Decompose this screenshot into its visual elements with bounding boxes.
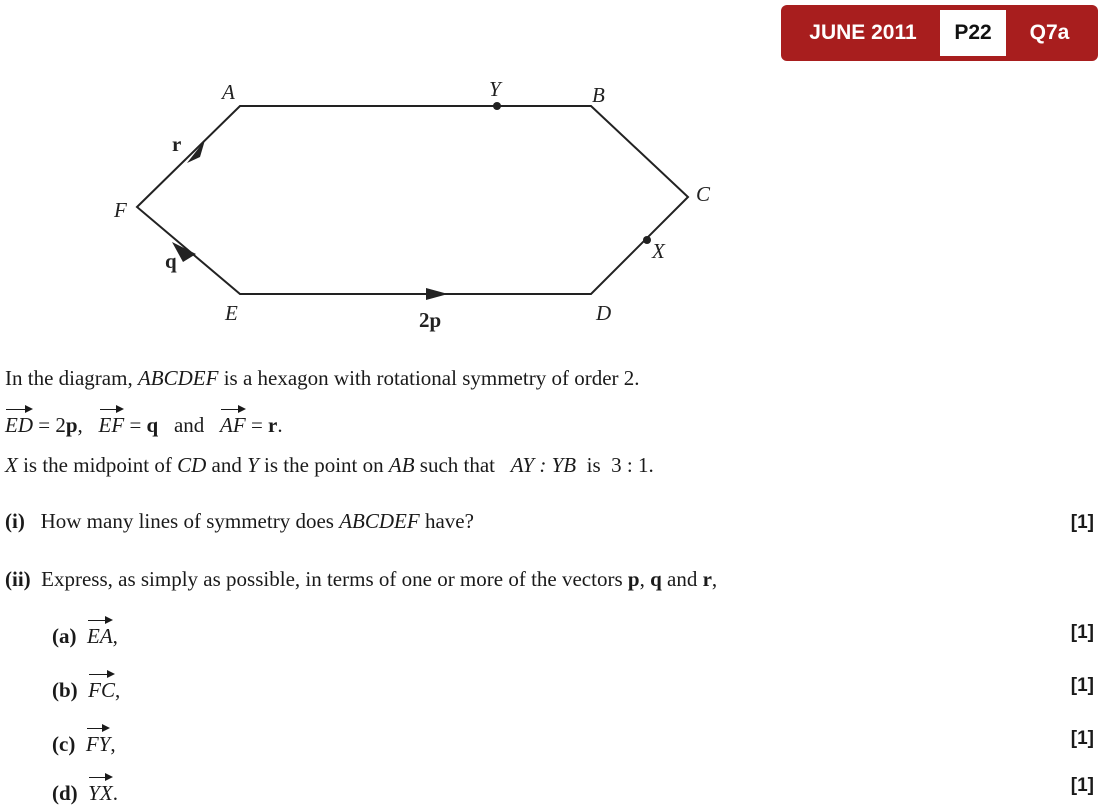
question-ii: (ii) Express, as simply as possible, in terms of one or more of the vectors p, q and r, — [5, 567, 718, 591]
label-a: A — [222, 80, 235, 104]
label-c: C — [696, 182, 711, 206]
vector-af: AF — [220, 409, 246, 438]
label-x: X — [652, 239, 665, 263]
vector-ea: EA — [87, 620, 113, 649]
label-f: F — [114, 198, 127, 222]
ratio-value: 3 : 1. — [611, 453, 654, 477]
intro-line-1: In the diagram, ABCDEF is a hexagon with rotational symmetry of order 2. — [5, 366, 640, 390]
hexagon-outline — [137, 106, 688, 294]
label-b: B — [592, 83, 605, 107]
arrow-2p — [426, 288, 448, 300]
point-x — [643, 236, 651, 244]
vector-fc: FC — [88, 674, 115, 703]
arrow-r — [187, 140, 205, 163]
label-y: Y — [489, 77, 501, 101]
label-q: q — [165, 249, 177, 273]
exam-session: JUNE 2011 — [809, 21, 917, 44]
part-d: (d) YX. — [52, 777, 118, 806]
mark-b: [1] — [1070, 675, 1094, 696]
label-e: E — [225, 301, 238, 325]
mark-i: [1] — [1070, 512, 1094, 533]
label-2p: 2p — [419, 308, 442, 332]
intro-line-2: ED = 2p, EF = q and AF = r. — [5, 409, 283, 438]
part-a: (a) EA, — [52, 620, 118, 649]
mark-a: [1] — [1070, 622, 1094, 643]
point-y — [493, 102, 501, 110]
label-r: r — [172, 132, 182, 156]
vector-ef: EF — [99, 409, 125, 438]
question-i: (i) How many lines of symmetry does ABCDEF have? — [5, 509, 474, 533]
mark-c: [1] — [1070, 728, 1094, 749]
hexagon-diagram — [0, 0, 1100, 340]
part-c: (c) FY, — [52, 728, 116, 757]
part-b: (b) FC, — [52, 674, 120, 703]
question-number: Q7a — [1029, 21, 1070, 44]
label-d: D — [596, 301, 612, 325]
vector-yx: YX — [88, 777, 113, 806]
intro-line-3: X is the midpoint of CD and Y is the point on AB such that AY : YB is 3 : 1. — [5, 453, 654, 477]
vector-fy: FY — [86, 728, 111, 757]
paper-number: P22 — [940, 10, 1006, 56]
mark-d: [1] — [1070, 775, 1094, 796]
vector-ed: ED — [5, 409, 33, 438]
ratio-label: AY : YB — [510, 453, 577, 477]
